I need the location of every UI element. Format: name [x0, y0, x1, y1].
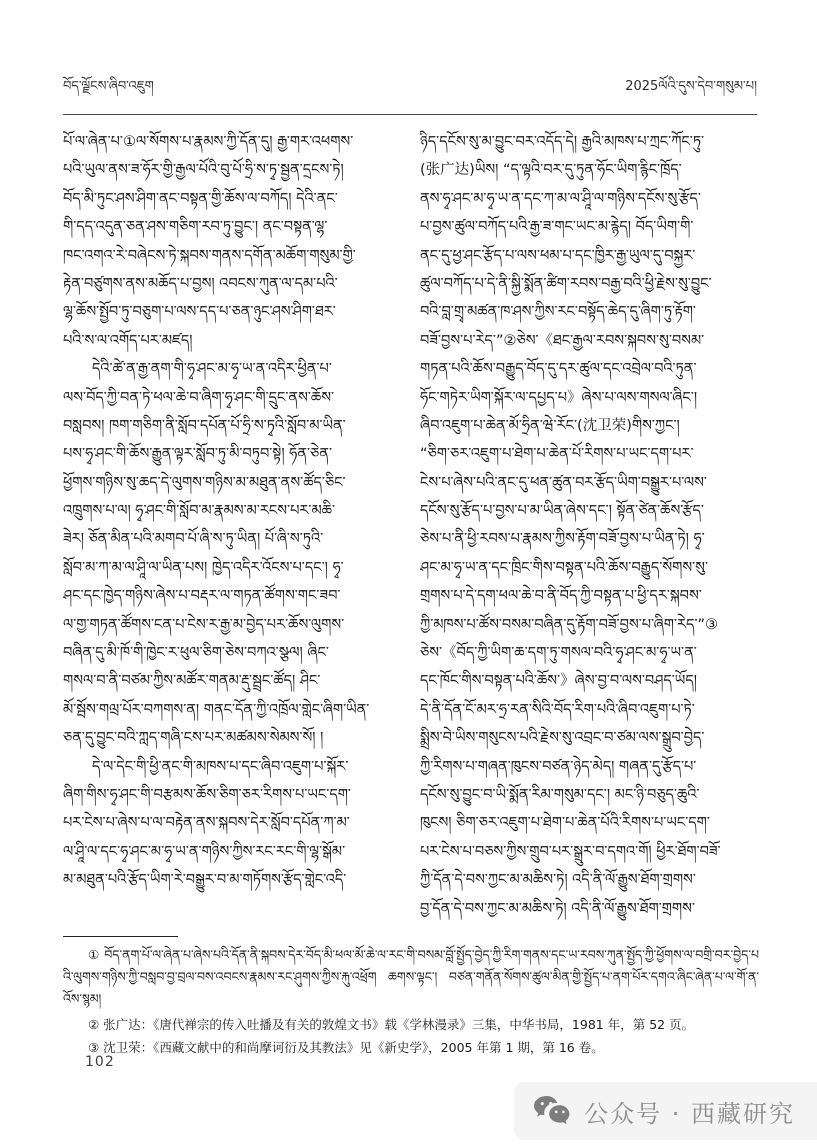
text-line: ཞིག་གིས་ཧྭ་ཤང་གི་བརྩམས་ཆོས་ཅིག་ཅར་རིགས་པ་ཡང་དག་: [63, 786, 351, 803]
text-line: བཞིན་དུ་མི་ཁོ་གི་ཁྱེང་ར་ཕུལ་ཅིག་ཅེས་བཀའ་སྩལ། ཞིང་: [63, 645, 329, 662]
left-text-column: [63, 128, 401, 895]
text-line: པའི་ས་ལ་འགོད་པར་མཛད།: [63, 332, 193, 349]
text-line: པ་བྱས་ཚུལ་བཀོད་པའི་རྒྱ་ཟ་གང་ཡང་མ་རྙེད། བོད་ཡིག་གི་: [420, 219, 694, 236]
text-line: རྟེན་བཙུགས་ནས་མཆོད་པ་བྱས། འབངས་ཀུན་ལ་དམ་པའི་: [63, 275, 338, 292]
text-line: ཅན་དུ་བྱུང་བའི་ཀླད་གཞི་ངས་པར་མཚམས་སེམས་སོ། །: [63, 730, 324, 747]
text-line: པར་ངེས་པ་ཞེས་པ་ལ་བརྟེན་ནས་སྐབས་དེར་སློབ་དཔོན་ཀ་མ་: [63, 815, 350, 832]
text-line: ཅེས་《བོད་ཀྱི་ཡིག་ཆ་དག་ཏུ་གསལ་བའི་ཧྭ་ཤང་མ་ཧྭ་ཡ་ན་: [420, 645, 697, 662]
text-line: ཤང་མ་ཧྭ་ཡ་ན་དང་ཁྲིང་གིས་བསྟན་པའི་ཆོས་བརྒྱུད་སོགས་སུ་: [420, 559, 708, 576]
text-line: པའི་ཡུལ་ནས་ཟ་ཧོར་གྱི་རྒྱལ་པོའི་བུ་པོ་ཧྲི་ས་ཏྭ་སྦྱན་དྲངས་ཏེ།: [63, 162, 344, 179]
text-line: ཉིད་དངོས་སུ་མ་བྱུང་བར་འདོད་དེ། རྒྱའི་མཁས་པ་ཀྲང་ཀོང་ཏུ་: [420, 134, 705, 150]
text-line: སྨྲིས་བེ་ཡིས་གསུངས་པའི་རྗེས་སུ་འབྲང་བ་ཙམ་ལས་སྒྲུབ་བྱེད་: [420, 730, 705, 747]
text-line: (张广达)ཡིས། “ད་ལྟའི་བར་དུ་ཏུན་ཧོང་ཡིག་རྙིང་ཁྲོད་: [420, 162, 682, 179]
text-line: གྲགས་པ་དེ་དག་ཕལ་ཆེ་བ་ནི་བོད་ཀྱི་བསྟན་པ་ཕྱི་དར་སྐབས་: [420, 588, 702, 605]
text-line: ཤང་དང་ཁྱེད་གཉིས་ཞེས་པ་བརྡར་ལ་གཏན་ཚོགས་གང་ཟབ་: [63, 588, 341, 605]
text-line: དངོས་སུ་བྱུང་བ་ཡི་སྨོན་རིམ་གསུམ་དང་། མང་ཉི་བཅུད་ཆུའི་: [420, 786, 700, 803]
text-line: པས་ཧྭ་ཤང་གི་ཆོས་རྒྱུན་ལྟར་སློབ་ཏུ་མི་བཏུབ་སྟེ། ཧོན་ཅེན་: [63, 446, 332, 463]
text-line: མ་མཐུན་པའི་རྩོད་ཡིག་རེ་བསྒྱུར་བ་མ་གཏོགས་རྩོད་གླེང་འདི་: [63, 872, 347, 889]
watermark-text: 公众号 · 西藏研究: [584, 1099, 795, 1128]
text-line: ཧོང་གཏེར་ཡིག་སྐོར་ལ་དཔྱད་པ》ཞེས་པ་ལས་གསལ་ཞིང་།: [420, 389, 698, 406]
text-line: ལ་ཤཱི་ལ་དང་ཧྭ་ཤང་མ་ཧྭ་ཡ་ན་གཉིས་ཀྱིས་རང་རང་གི་ལྷ་སྒོམ་: [63, 843, 346, 860]
text-line: ཚུལ་བཀོད་པ་དེ་ནི་སྐྱི་སྨོན་ཚིག་རབས་བརྒྱ་བའི་ཕྱི་རྗེས་སུ་བྱུང་: [420, 275, 712, 292]
text-line: མོ་སྦོས་གལྲ་པོར་བཀགས་ན། གནང་དོན་ཀྱི་འཁྲོལ་གླེང་ཞིག་ཡིན་: [63, 701, 370, 718]
text-line: ཕྱོགས་གཉིས་སུ་ཆད་དེ་ལུགས་གཉིས་མ་མཐུན་ནས་ཚོད་ཅིང་: [63, 474, 346, 491]
text-line: ལས་བོད་ཀྱི་བན་ཏེ་ཕལ་ཆེ་བ་ཞིག་ཧྭ་ཤང་གི་དྲུང་ནས་ཆོས་: [63, 389, 335, 406]
text-line: ཀྱི་མཁས་པ་ཚོས་བསམ་བཞིན་དུ་རྟོག་བཟོ་བྱས་པ་ཞིག་རེད་”③: [420, 616, 719, 633]
text-line: ཟེར། ཅོན་མིན་པའི་མགབ་པོ་ཞི་ས་ཏུ་ཡིན། པོ་ཞི་ས་ཏུའི་: [63, 531, 324, 548]
footnotes-block: [63, 944, 759, 1060]
text-line: སློབ་མ་ཀ་མ་ལ་ཤཱི་ལ་ཡིན་པས། ཁྱེད་འདིར་འོངས་པ་དང་། ཧྭ་: [63, 559, 344, 576]
text-line: གི་དད་འདུན་ཅན་ཤས་གཅིག་རབ་ཏུ་བྱུང་། ནང་བསྟན་ལྷ་: [63, 219, 328, 236]
text-line: བྱ་དོན་དེ་བས་ཀྱང་མ་མཆིས་ཏེ། འདི་ནི་ལོ་རྒྱུས་ཐོག་གྲགས་: [420, 900, 695, 917]
text-line: ཁང་འགའ་རེ་བཞེངས་ཏེ་སྐབས་གནས་དགོན་མཆོག་གསུམ་གྱི་: [63, 247, 356, 264]
text-line: ཀྱི་རིགས་པ་གཞན་ཁུངས་བཙན་ཉེད་མེད། གཞན་དུ་རྩོད་པ་: [420, 758, 697, 775]
text-line: ལྷ་ཆོས་སྤྱོབ་ཏུ་བཅུག་པ་ལས་དད་པ་ཅན་ཉུང་ཤས་ཤིག་ཐར་: [63, 304, 336, 321]
wechat-icon: [532, 1095, 572, 1127]
issue-label: 2025ལོའི་དུས་དེབ་གསུམ་པ།: [625, 79, 757, 94]
footnote-item: ① བོད་ནག་པོ་ལ་ཞེན་པ་ཞེས་པའི་དོན་ནི་སྐབས་དེར་བོད་མི་ཕལ་མོ་ཆེ་ལ་རང་གི་བསམ་བློ་སྤྱོད་བྱེད་ཀྱི་རིག་གནས་དང་ཡ་རབས་ཀུན་སྤྱོད་ཀྱི་ཕྱོགས་ལ་བགྲི་བར་བྱེད་པའི་ལུགས་གཉིས་ཀྱི་བསླབ་བྱ་བྲལ་བས་འབངས་རྣམས་རང་ཤུགས་ཀྱིས་རྐུ་འཕྲོག ཆགས་ལྟང་། བཙན་གནོན་སོགས་ཚུལ་མིན་གྱི་སྤྱོད་པ་ནག་པོར་དགའ་ཞིང་ཞེན་པ་ལ་གོ་ན་འོས་སྙམ།: [63, 947, 759, 1006]
text-line: འཁྲུགས་པ་ལ། ཧྭ་ཤང་གི་སློབ་མ་རྣམས་མ་རངས་པར་མཆི་: [63, 503, 335, 520]
text-line: དང་ཁོང་གིས་བསྟན་པའི་ཆོས་》ཞེས་བྱ་བ་ལས་བཤད་ཡོད།: [420, 673, 697, 690]
text-line: “ཅིག་ཅར་འཇུག་པ་ཐེག་པ་ཆེན་པོ་རིགས་པ་ཡང་དག་པར་: [420, 446, 694, 463]
journal-title: བོད་ལྗོངས་ཞིབ་འཇུག: [63, 79, 154, 94]
footnote-item: ② 张广达：《唐代禅宗的传入吐播及有关的敦煌文书》载《学林漫录》三集，中华书局，1981 年，第 52 页。: [88, 1017, 695, 1032]
watermark-badge: [514, 1082, 817, 1140]
text-line: གཏན་པའི་ཆོས་བརྒྱུད་བོད་དུ་དར་ཚུལ་དང་འབྲེལ་བའི་ཏུན་: [420, 361, 697, 378]
text-line: དེ་ནི་དོན་ངོ་མར་ཧྲ་རན་སིའི་བོད་རིག་པའི་ཞིབ་འཇུག་པ་ཏེ་: [420, 701, 695, 718]
text-line: བཟོ་བྱས་པ་རེད་”②ཅེས་《ཐང་རྒྱལ་རབས་སྐབས་སུ་བསམ་: [420, 332, 705, 349]
text-line: ཁུངས། ཅིག་ཅར་འཇུག་པ་ཐེག་པ་ཆེན་པོའི་རིགས་པ་ཡང་དག་: [420, 815, 710, 832]
text-line: དེའི་ཚེ་ན་རྒྱ་ནག་གི་ཧྭ་ཤང་མ་ཧྭ་ཡ་ན་འདིར་ཕྱིན་པ་: [92, 361, 332, 378]
text-line: བའི་བླ་གྲྭ་མཚན་ཁ་ཤས་ཀྱིས་རང་བསྟོད་ཆེད་དུ་ཞིག་ཏུ་རྟོག་: [420, 304, 696, 321]
text-line: བོད་མི་ཏུང་ཤས་ཤིག་ནང་བསྟན་གྱི་ཆོས་ལ་བཀོད། དེའི་ནང་: [63, 190, 338, 207]
page-header: [63, 79, 757, 108]
footnote-item: ③ 沈卫荣：《西藏文献中的和尚摩诃衍及其教法》见《新史学》，2005 年第 1 期，第 16 卷。: [88, 1040, 604, 1055]
text-line: ལ་གྱ་གཏན་ཚོགས་ངན་པ་ངེས་ར་རྒྱ་མ་བྱེད་པར་ཆོས་ལུགས་: [63, 616, 345, 633]
text-line: ངེས་པ་ཞེས་པའི་ནང་དུ་ཕན་ཚུན་བར་རྩོད་ཡིག་བསྒྱུར་པ་ལས་: [420, 474, 707, 491]
page-number: 102: [85, 1054, 115, 1070]
text-line: དེ་ལ་དེང་གི་ཕྱི་ནང་གི་མཁས་པ་དང་ཞིབ་འཇུག་པ་སྐོར་: [92, 758, 349, 775]
text-line: པོ་ལ་ཞེན་པ་①ལ་སོགས་པ་རྣམས་ཀྱི་དོན་དུ། རྒྱ་གར་འཕགས་: [63, 134, 354, 150]
text-line: ཀྱི་དོན་དེ་བས་ཀྱང་མ་མཆིས་ཏེ། འདི་ནི་ལོ་རྒྱུས་ཐོག་གྲགས་: [420, 872, 696, 889]
text-line: དངོས་སུ་རྩོད་པ་བྱས་པ་མ་ཡིན་ཞེས་དང་། སྟོན་ཙེན་ཆོས་རྩོད་: [420, 503, 704, 520]
header-rule: [63, 114, 757, 115]
footnote-separator: [63, 936, 178, 937]
text-line: བསླབས། ཁག་གཅིག་ནི་སློབ་དཔོན་པོ་ཧྲི་ས་ཏྭའི་སློབ་མ་ཡིན་: [63, 417, 346, 434]
text-line: ནས་ཧྭ་ཤང་མ་ཧྭ་ཡ་ན་དང་ཀ་མ་ལ་ཤཱི་ལ་གཉིས་དངོས་སུ་རྩོད་: [420, 190, 701, 207]
text-line: ཅེས་པ་ནི་ཕྱི་རབས་པ་རྣམས་ཀྱིས་རྟོག་བཟོ་བྱས་པ་ཡིན་ཏེ། ཧྭ་: [420, 531, 705, 548]
right-text-column: [420, 128, 758, 923]
text-line: གསལ་བ་ནི་བཙམ་ཀྱིས་མཚོར་གནམ་རྡུ་སྦྲང་ཚོད། ཤིང་: [63, 673, 321, 690]
text-line: ནང་དུ་ཕྱ་ཤང་རྩོད་པ་ལས་ཕམ་པ་དང་ཁྱིར་རྒྱ་ཡུལ་དུ་བསྐྱར་: [420, 247, 696, 264]
text-line: ཞིབ་འཇུག་པ་ཆེན་མོ་ཧྲིན་ཝེ་རོང་(沈卫荣)གིས་ཀྱང་།: [420, 417, 680, 434]
text-line: པར་ངེས་པ་བཅས་ཀྱིས་གྲུབ་པར་སྒྲུར་བ་དགའ་གོ། ཕྱིར་ཐོག་བཟོ་: [420, 843, 721, 860]
